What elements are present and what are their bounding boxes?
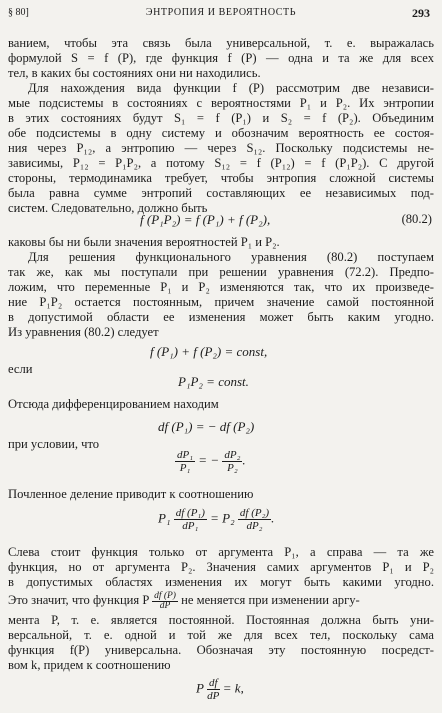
- text-line: Для нахождения вида функции f (P) рассмотрим две независи-: [28, 81, 434, 95]
- text-line: систем. Следовательно, должно быть: [8, 201, 208, 215]
- text-line: обе подсистемы в одну систему и обозначим вероятность ее состоя-: [8, 126, 434, 140]
- page-number: 293: [412, 6, 430, 20]
- text-line: Почленное деление приводит к соотношению: [8, 487, 254, 501]
- equation-const-prod: P₁P₂ = const.: [178, 374, 249, 389]
- chapter-title: ЭНТРОПИЯ И ВЕРОЯТНОСТЬ: [145, 7, 297, 18]
- text-line: в допустимых областях изменения их могут быть какими угодно.: [8, 575, 434, 589]
- text-line: Слева стоит функция только от аргумента P₁, а справа — та же: [8, 545, 434, 559]
- equation-number: (80.2): [401, 212, 432, 226]
- text-line: ния через P₁₂, а энтропию — через S₁₂. Поскольку подсистемы не-: [8, 141, 434, 155]
- text-line: мые подсистемы в состояниях с вероятностями P₁ и P₂. Их энтропии: [8, 96, 434, 110]
- fraction: $\frac{df}{dP}$: [207, 677, 220, 702]
- text-line: ние P₁P₂ остается постоянным, причем значение самой постоянной: [8, 295, 434, 309]
- text-line: формулой S = f (P), где функция f (P) — одна и та же для всех: [8, 51, 434, 65]
- text-line: ложим, что переменные P₁ и P₂ изменяются так, что их произведе-: [8, 280, 434, 294]
- text-line: тел, в каких бы состояниях они ни находились.: [8, 66, 261, 80]
- text-line: Это значит, что функция P $\frac{df (P)}{dP}$ не меняется при изменении аргу-: [8, 590, 360, 610]
- text-line: так же, как мы поступали при решении уравнения (72.2). Предпо-: [8, 265, 434, 279]
- section-marker: § 80]: [8, 7, 29, 18]
- running-header: [8, 7, 434, 25]
- equation-80-2: f (P₁P₂) = f (P₁) + f (P₂),: [140, 212, 271, 227]
- text-line: функция f(P) универсальна. Обозначая эту постоянную посредст-: [8, 643, 434, 657]
- text-line: каковы бы ни были значения вероятностей P₁ и P₂.: [8, 235, 280, 249]
- text-line: ванием, чтобы эта связь была универсальной, т. е. выражалась: [8, 36, 434, 50]
- text-line: функция, но от аргумента P₂. Значения самих аргументов P₁ и P₂: [8, 560, 434, 574]
- text-line: вом k, придем к соотношению: [8, 658, 171, 672]
- text-line: мента P, т. е. является постоянной. Постоянная должна быть уни-: [8, 613, 434, 627]
- text-line: версальной, т. е. одной и той же для всех тел, поскольку сама: [8, 628, 434, 642]
- text-line: в допустимой области ее изменения может быть каким угодно.: [8, 310, 434, 324]
- text-line: Отсюда дифференцированием находим: [8, 397, 219, 411]
- text-line: зависимы, P₁₂ = P₁P₂, а потому S₁₂ = f (P₁₂) = f (P₁P₂). С другой: [8, 156, 434, 170]
- text-line: стороны, термодинамика требует, чтобы энтропия сложной системы: [8, 171, 434, 185]
- fraction: $\frac{df (P)}{dP}$: [154, 590, 176, 610]
- equation-const-sum: f (P₁) + f (P₂) = const,: [150, 344, 268, 359]
- equation-differential: df (P₁) = − df (P₂): [158, 419, 255, 434]
- equation-final: P $\frac{df}{dP}$ = k,: [196, 677, 244, 702]
- fraction: $\frac{\text{df (P₂)}}{\text{dP₂}}$: [239, 507, 270, 532]
- text-line: если: [8, 362, 33, 376]
- text-line: в этих состояниях будут S₁ = f (P₁) и S₂ = f (P₂). Объединим: [8, 111, 434, 125]
- text-line: при условии, что: [8, 437, 100, 451]
- fraction: $\frac{\text{dP₂}}{\text{P₂}}$: [224, 449, 241, 474]
- text-line: Для решения функционального уравнения (80.2) поступаем: [28, 250, 434, 264]
- fraction: $\frac{\text{df (P₁)}}{\text{dP₁}}$: [175, 507, 205, 532]
- text-line: была равна сумме энтропий составляющих ее независимых под-: [8, 186, 434, 200]
- fraction: $\frac{\text{dP₁}}{\text{P₁}}$: [177, 449, 194, 474]
- text-line: Из уравнения (80.2) следует: [8, 325, 159, 339]
- equation-ratio: P₁ $\frac{\text{df (P₁)}}{\text{dP₁}}$ = P₂ $\frac{\text{df (P₂)}}{\text{dP₂}}$ .: [158, 507, 275, 532]
- equation-condition: $\frac{\text{dP₁}}{\text{P₁}}$ = − $\frac{\text{dP₂}}{\text{P₂}}$ .: [177, 449, 246, 474]
